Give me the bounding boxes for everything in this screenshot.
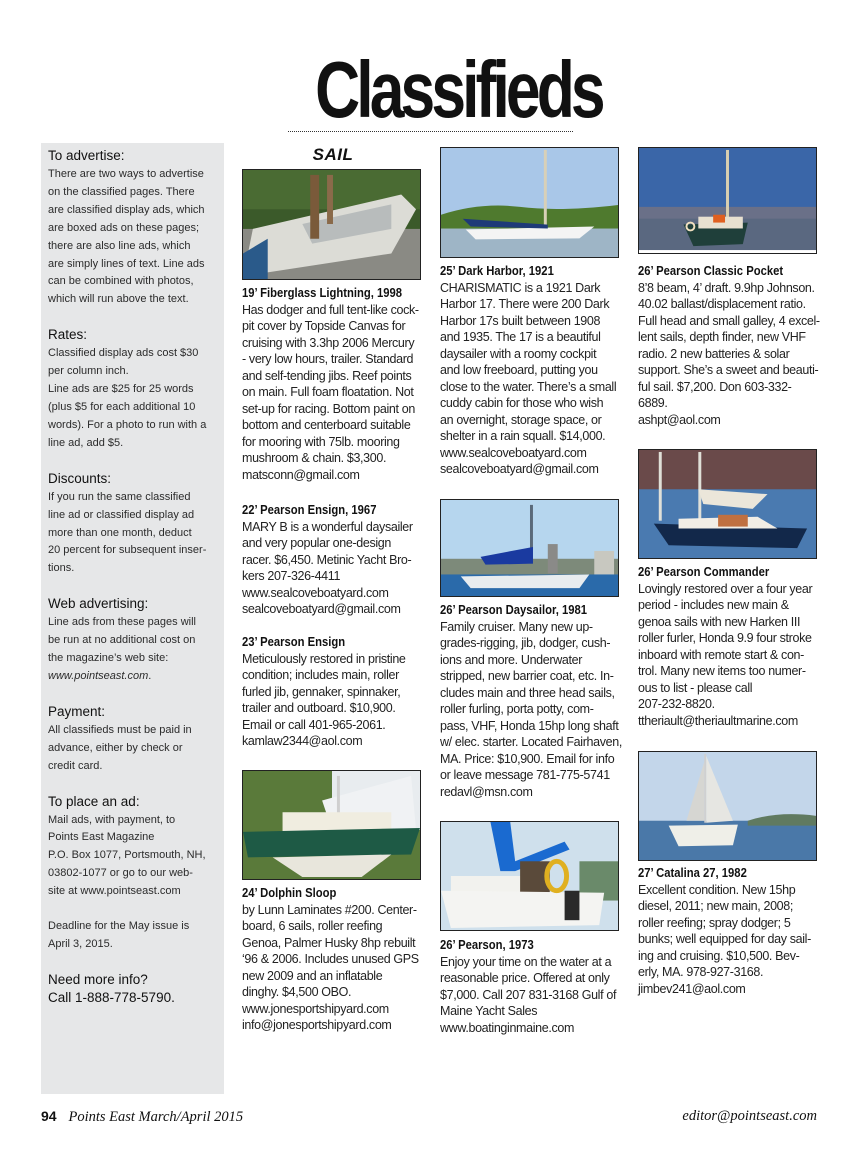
- text-line: 20 percent for subsequent inser-: [48, 544, 207, 557]
- ad-body: [242, 519, 427, 618]
- text-line: w/ elec. starter. Located Fairhaven,: [440, 735, 622, 749]
- text-line: Line ads are $25 for 25 words: [48, 383, 194, 396]
- text-line: Excellent condition. New 15hp: [638, 882, 796, 897]
- ad-body: [242, 902, 427, 1034]
- publication-issue: Points East March/April 2015: [68, 1109, 244, 1125]
- text-line: and self-tending jibs. Reef points: [242, 368, 412, 383]
- text-line: pass, VHF, Honda 15hp long shaft: [440, 718, 619, 733]
- text-line: pit cover by Topside Canvas for: [242, 319, 406, 333]
- ad-title: 26’ Pearson Classic Pocket: [638, 264, 784, 278]
- text-line: board, 6 sails, roller reefing: [242, 919, 383, 933]
- ads-column-1: [242, 143, 424, 171]
- boat-photo-dolphin: [242, 770, 421, 880]
- text-line: ‘96 & 2006. Includes unused GPS: [242, 952, 419, 966]
- ad-title: 22’ Pearson Ensign, 1967: [242, 503, 377, 517]
- text-line: which will run above the text.: [48, 293, 189, 306]
- email-address: ttheriault@theriaultmarine.com: [638, 713, 798, 728]
- classified-ad: [440, 602, 625, 800]
- boat-photo-pearson-1973: [440, 821, 619, 931]
- classified-ad: [242, 285, 427, 483]
- sidebar-section-deadline: [48, 918, 217, 954]
- text-line: trol. Many new items too numer-: [638, 664, 806, 678]
- text-line: roller furler, Honda 9.9 four stroke: [638, 631, 812, 645]
- ad-title: 27’ Catalina 27, 1982: [638, 866, 747, 880]
- text-line: April 3, 2015.: [48, 938, 113, 950]
- editor-email: editor@pointseast.com: [682, 1108, 817, 1124]
- section-label: SAIL: [312, 145, 354, 164]
- sidebar-heading: To advertise:: [48, 148, 125, 163]
- sidebar-section-payment: [48, 703, 217, 776]
- sidebar-text: [48, 812, 217, 902]
- text-line: roller reefing; spray dodger; 5: [638, 915, 791, 930]
- text-line: are classified display ads, which: [48, 203, 205, 216]
- text-line: Has dodger and full tent-like cock-: [242, 302, 419, 317]
- email-address: kamlaw2344@aol.com: [242, 734, 363, 748]
- text-line: genoa sails with new Harken III: [638, 614, 801, 629]
- boat-photo-commander: [638, 449, 817, 559]
- ad-title: 26’ Pearson Daysailor, 1981: [440, 603, 587, 617]
- text-line: on main. Full foam floatation. Not: [242, 385, 414, 399]
- website-url: www.sealcoveboatyard.com: [440, 445, 587, 460]
- classified-ad: [242, 502, 427, 618]
- text-line: Enjoy your time on the water at a: [440, 954, 612, 969]
- text-line: be run at no additional cost on: [48, 634, 196, 647]
- text-line: more than one month, deduct: [48, 526, 192, 539]
- text-line: line ad or classified display ad: [48, 508, 195, 521]
- sidebar-text: [48, 722, 217, 776]
- text-line: tions.: [48, 562, 75, 575]
- text-line: reasonable price. Offered at only: [440, 971, 610, 985]
- text-line: bunks; well equipped for day sail-: [638, 932, 811, 946]
- text-line: - very low hours, trailer. Standard: [242, 352, 414, 366]
- ad-title: 26’ Pearson, 1973: [440, 938, 534, 952]
- ad-title: 19’ Fiberglass Lightning, 1998: [242, 286, 403, 300]
- classified-ad: [638, 865, 828, 997]
- ad-title: 25’ Dark Harbor, 1921: [440, 264, 554, 278]
- text-line: by Lunn Laminates #200. Center-: [242, 902, 417, 917]
- text-line: stripped, new barrier coat, etc. In-: [440, 669, 614, 683]
- boat-photo-classic-pocket: [638, 147, 817, 254]
- ad-body: [638, 280, 828, 429]
- page-number: 94: [41, 1108, 57, 1124]
- sidebar-section-web-advertising: [48, 595, 217, 686]
- text-line: site at www.pointseast.com: [48, 885, 181, 898]
- text-line: Harbor 17s built between 1908: [440, 313, 601, 328]
- text-line: Deadline for the May issue is: [48, 920, 190, 933]
- text-line: furled jib, gennaker, spinnaker,: [242, 684, 401, 699]
- text-line: line ad, add $5.: [48, 436, 124, 449]
- text-line: per column inch.: [48, 365, 129, 378]
- website-link[interactable]: www.pointseast.com: [48, 669, 149, 682]
- text-line: ions and more. Underwater: [440, 652, 583, 667]
- email-address: sealcoveboatyard@gmail.com: [242, 602, 401, 616]
- text-line: on the classified pages. There: [48, 185, 195, 198]
- classified-ad: [242, 634, 427, 750]
- text-line: trailer and outboard. $10,900.: [242, 701, 396, 715]
- sidebar-heading: Payment:: [48, 703, 106, 719]
- text-line: close to the water. There’s a small: [440, 379, 617, 394]
- text-line: Harbor 17. There were 200 Dark: [440, 297, 610, 311]
- page-footer-left: [41, 1108, 243, 1126]
- text-line: Email or call 401-965-2061.: [242, 717, 386, 732]
- text-line: 40.02 ballast/displacement ratio.: [638, 297, 806, 311]
- website-url: www.sealcoveboatyard.com: [242, 585, 389, 600]
- text-line: are boxed ads on these pages;: [48, 221, 200, 234]
- text-line: kers 207-326-4411: [242, 569, 341, 583]
- classified-ad: [242, 885, 427, 1034]
- text-line: If you run the same classified: [48, 490, 191, 503]
- text-line: set-up for racing. Bottom paint on: [242, 401, 415, 416]
- text-line: are simply lines of text. Line ads: [48, 257, 205, 270]
- email-address: sealcoveboatyard@gmail.com: [440, 462, 599, 476]
- boat-photo-catalina: [638, 751, 817, 861]
- text-line: ous to list - please call: [638, 680, 753, 695]
- text-line: radio. 2 new batteries & solar: [638, 346, 790, 361]
- text-line: shelter in a rain squall. $14,000.: [440, 429, 606, 443]
- text-line: P.O. Box 1077, Portsmouth, NH,: [48, 849, 206, 862]
- sidebar-section-discounts: [48, 470, 217, 579]
- text-line: CHARISMATIC is a 1921 Dark: [440, 280, 601, 295]
- classified-ad: [440, 263, 625, 478]
- sidebar-section-place-ad: [48, 793, 217, 902]
- text-line: dinghy. $4,500 OBO.: [242, 985, 352, 999]
- text-line: words). For a photo to run with a: [48, 418, 207, 431]
- ad-title: 24’ Dolphin Sloop: [242, 886, 337, 900]
- text-line: ing and cruising. $10,500. Bev-: [638, 948, 800, 963]
- text-line: Meticulously restored in pristine: [242, 651, 406, 666]
- text-line: diesel, 2011; new main, 2008;: [638, 899, 794, 913]
- text-line: for mooring with 75lb. mooring: [242, 434, 400, 449]
- text-line: racer. $6,450. Metinic Yacht Bro-: [242, 552, 412, 567]
- sidebar-heading: Discounts:: [48, 470, 112, 486]
- ad-body: [242, 651, 427, 750]
- text-line: can be combined with photos,: [48, 275, 194, 288]
- ad-title: 23’ Pearson Ensign: [242, 635, 346, 649]
- sidebar-section-rates: [48, 326, 217, 452]
- email-address: jimbev241@aol.com: [638, 981, 746, 996]
- text-line: or leave message 781-775-5741: [440, 768, 610, 782]
- sidebar-heading: To place an ad:: [48, 793, 140, 809]
- sidebar-heading: Rates:: [48, 327, 88, 343]
- phone-number: 207-232-8820.: [638, 697, 715, 711]
- text-line: new 2009 and an inflatable: [242, 968, 383, 983]
- classified-ad: [638, 564, 828, 729]
- ad-body: [638, 581, 828, 730]
- text-line: cludes main and three head sails,: [440, 685, 615, 700]
- text-line: All classifieds must be paid in: [48, 723, 192, 736]
- text-line: period - includes new main &: [638, 598, 789, 612]
- text-line: grades-rigging, jib, dodger, cush-: [440, 636, 611, 650]
- ad-body: [440, 619, 625, 801]
- website-url: www.jonesportshipyard.com: [242, 1001, 389, 1016]
- punctuation: .: [148, 669, 152, 682]
- sidebar-text: [48, 345, 217, 452]
- advertising-info-sidebar: [41, 143, 224, 1094]
- text-line: inboard with remote start & con-: [638, 647, 804, 662]
- text-line: erly, MA. 978-927-3168.: [638, 965, 764, 979]
- text-line: 03802-1077 or go to our web-: [48, 867, 193, 880]
- text-line: MA. Price: $10,900. Email for info: [440, 751, 615, 766]
- text-line: cruising with 3.3hp 2006 Mercury: [242, 335, 415, 350]
- text-line: the magazine’s web site:: [48, 652, 169, 665]
- title-dotted-rule: [288, 131, 573, 132]
- text-line: daysailer with a roomy cockpit: [440, 346, 597, 361]
- sidebar-text: [48, 614, 217, 686]
- boat-photo-lightning: [242, 169, 421, 280]
- text-line: Full head and small galley, 4 excel-: [638, 313, 820, 328]
- text-line: Classified display ads cost $30: [48, 347, 199, 360]
- text-line: cuddy cabin for those who wish: [440, 396, 604, 410]
- email-address: ashpt@aol.com: [638, 412, 721, 427]
- text-line: Line ads from these pages will: [48, 616, 196, 629]
- text-line: bottom and centerboard suitable: [242, 418, 411, 432]
- classified-ad: [440, 937, 625, 1036]
- ad-body: [440, 954, 625, 1037]
- text-line: and very popular one-design: [242, 536, 391, 550]
- text-line: 8’8 beam, 4’ draft. 9.9hp Johnson.: [638, 280, 815, 295]
- classified-ad: [638, 263, 828, 428]
- sidebar-text: [48, 918, 217, 954]
- text-line: Need more info?: [48, 971, 148, 987]
- text-line: (plus $5 for each additional 10: [48, 400, 196, 413]
- text-line: Lovingly restored over a four year: [638, 581, 813, 596]
- text-line: $7,000. Call 207 831-3168 Gulf of: [440, 987, 617, 1002]
- text-line: Family cruiser. Many new up-: [440, 619, 593, 634]
- text-line: there are also line ads, which: [48, 239, 191, 252]
- text-line: [48, 668, 217, 686]
- sidebar-text: [48, 489, 217, 579]
- text-line: Genoa, Palmer Husky 8hp rebuilt: [242, 935, 416, 950]
- sidebar-more-info: [48, 971, 217, 1007]
- email-address: matsconn@gmail.com: [242, 467, 360, 482]
- ad-title: 26’ Pearson Commander: [638, 565, 770, 579]
- text-line: and 1935. The 17 is a beautiful: [440, 330, 601, 344]
- text-line: Mail ads, with payment, to: [48, 813, 176, 826]
- ad-body: [242, 302, 427, 484]
- boat-photo-pearson-daysailor: [440, 499, 619, 597]
- ad-body: [638, 882, 828, 998]
- text-line: Maine Yacht Sales: [440, 1004, 538, 1018]
- text-line: ful sail. $7,200. Don 603-332-: [638, 379, 792, 394]
- text-line: Points East Magazine: [48, 831, 155, 844]
- ad-body: [440, 280, 625, 478]
- sidebar-heading: Web advertising:: [48, 596, 149, 612]
- text-line: MARY B is a wonderful daysailer: [242, 519, 413, 534]
- page-title: Classifieds: [315, 45, 602, 134]
- text-line: credit card.: [48, 759, 103, 772]
- sidebar-text: [48, 166, 217, 309]
- text-line: an overnight, storage space, or: [440, 412, 602, 427]
- text-line: 6889.: [638, 396, 668, 410]
- text-line: There are two ways to advertise: [48, 168, 204, 180]
- email-address: info@jonesportshipyard.com: [242, 1018, 392, 1032]
- text-line: mushroom & chain. $3,300.: [242, 451, 387, 465]
- text-line: condition; includes main, roller: [242, 668, 399, 682]
- sidebar-section-to-advertise: [48, 147, 217, 309]
- text-line: support. She’s a sweet and beauti-: [638, 363, 819, 377]
- text-line: and low freeboard, putting you: [440, 363, 598, 377]
- text-line: roller furling, porta potty, com-: [440, 702, 594, 716]
- phone-number: Call 1-888-778-5790.: [48, 989, 175, 1005]
- boat-photo-dark-harbor: [440, 147, 619, 258]
- email-address: redavl@msn.com: [440, 784, 533, 799]
- website-url: www.boatinginmaine.com: [440, 1020, 575, 1035]
- text-line: lent sails, depth finder, new VHF: [638, 330, 806, 344]
- text-line: advance, either by check or: [48, 741, 183, 754]
